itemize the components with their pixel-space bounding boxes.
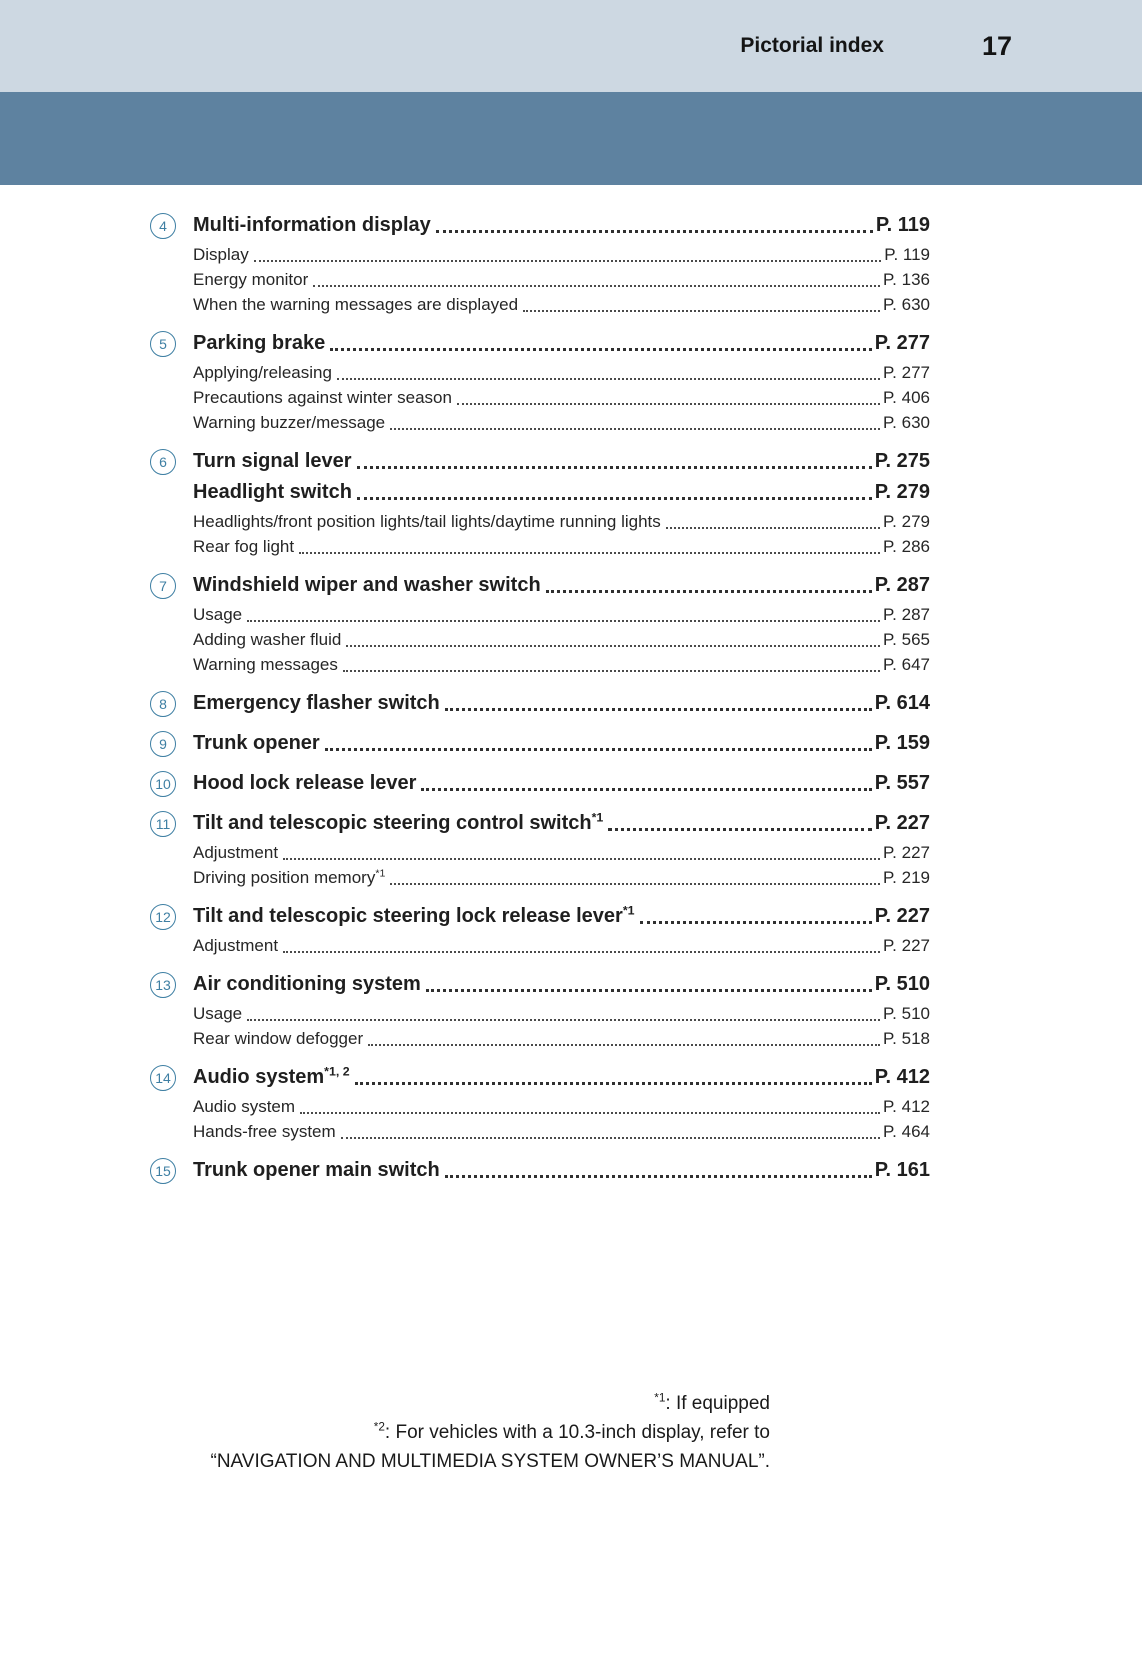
entry-title: Rear fog light <box>193 537 295 556</box>
footnote-marker: *2 <box>373 1420 385 1434</box>
entry-title: Headlights/front position lights/tail lights/daytime running lights <box>193 512 661 531</box>
toc-main-row <box>155 1156 930 1184</box>
footnote-line: “NAVIGATION AND MULTIMEDIA SYSTEM OWNER’S MANUAL”. <box>210 1451 770 1472</box>
toc-item <box>159 571 930 677</box>
header-page-number: 17 <box>981 30 1012 61</box>
dot-leader <box>337 378 880 380</box>
toc-main-row <box>159 447 930 475</box>
entry-title: Warning buzzer/message <box>193 413 386 432</box>
page-ref: P. 518 <box>883 1029 930 1048</box>
entry-title: Parking brake <box>193 332 326 354</box>
footnote-marker: *1 <box>622 903 635 918</box>
page-ref: P. 647 <box>883 655 930 674</box>
entry-title: Adjustment <box>193 936 279 955</box>
page-ref: P. 277 <box>883 363 930 382</box>
entry-title: Emergency flasher switch <box>193 692 440 714</box>
entry-title: Display <box>193 245 249 264</box>
toc-main-row <box>159 571 930 599</box>
toc-sub-row <box>193 534 930 559</box>
toc-sub-row <box>193 865 930 890</box>
dot-leader <box>421 788 871 791</box>
item-number-badge: 8 <box>150 691 176 717</box>
entry-title: Hands-free system <box>193 1122 336 1141</box>
page-ref: P. 287 <box>883 605 930 624</box>
toc-sub-row <box>193 242 930 267</box>
toc-sub-row <box>193 385 930 410</box>
dot-leader <box>300 1112 880 1114</box>
item-number-badge: 5 <box>150 331 176 357</box>
toc-item <box>159 689 930 717</box>
entry-title: Usage <box>193 605 243 624</box>
page-ref: P. 286 <box>883 537 930 556</box>
page-ref: P. 287 <box>874 574 930 596</box>
entry-title: Multi-information display <box>193 214 431 236</box>
toc-item <box>155 970 930 1051</box>
page-ref: P. 279 <box>883 512 930 531</box>
toc-sub-row <box>193 602 930 627</box>
toc-sub-row <box>193 1094 930 1119</box>
toc-main-row <box>155 970 930 998</box>
toc-sub-row <box>193 933 930 958</box>
toc-sub-row <box>193 652 930 677</box>
entry-title: Applying/releasing <box>193 363 332 382</box>
dot-leader <box>546 590 872 593</box>
toc-item <box>159 729 930 757</box>
page-ref: P. 159 <box>874 732 930 754</box>
dot-leader <box>608 828 871 831</box>
toc-item <box>155 769 930 797</box>
dot-leader <box>436 230 873 233</box>
page-ref: P. 412 <box>883 1097 930 1116</box>
page-ref: P. 557 <box>874 772 930 794</box>
page-ref: P. 275 <box>874 450 930 472</box>
page-ref: P. 161 <box>874 1159 930 1181</box>
entry-title: Energy monitor <box>193 270 309 289</box>
entry-title: Audio system <box>193 1097 296 1116</box>
entry-title: Precautions against winter season <box>193 388 452 407</box>
page-ref: P. 510 <box>883 1004 930 1023</box>
entry-title: Audio system$^{*1, 2}$ <box>193 1064 350 1088</box>
toc-item <box>159 329 930 435</box>
dot-leader <box>346 645 880 647</box>
toc-sub-row <box>193 1026 930 1051</box>
dot-leader <box>640 921 872 924</box>
entry-title: Turn signal lever <box>193 450 352 472</box>
dot-leader <box>343 670 880 672</box>
dot-leader <box>426 989 872 992</box>
page-ref: P. 227 <box>874 812 930 834</box>
dot-leader <box>355 1082 872 1085</box>
page-ref: P. 227 <box>883 843 930 862</box>
toc-item <box>159 447 930 559</box>
entry-title: Trunk opener <box>193 732 320 754</box>
footnote-marker: *1, 2 <box>324 1064 350 1079</box>
entry-title: Adjustment <box>193 843 279 862</box>
toc-item <box>159 211 930 317</box>
page-ref: P. 614 <box>874 692 930 714</box>
dot-leader <box>357 466 872 469</box>
toc-content <box>0 185 1142 1476</box>
item-number-badge: 14 <box>150 1065 176 1091</box>
toc-sub-row <box>193 509 930 534</box>
toc-sub-row <box>193 627 930 652</box>
toc-list <box>155 211 930 1184</box>
dot-leader <box>523 310 880 312</box>
dot-leader <box>445 708 872 711</box>
dot-leader <box>341 1137 880 1139</box>
dot-leader <box>368 1044 880 1046</box>
dot-leader <box>283 858 880 860</box>
item-number-badge: 12 <box>150 904 176 930</box>
toc-sub-row <box>193 292 930 317</box>
toc-item <box>155 809 930 890</box>
item-number-badge: 10 <box>150 771 176 797</box>
entry-title: Adding washer fluid <box>193 630 342 649</box>
entry-title: Tilt and telescopic steering control switch$^{*1}$ <box>193 810 604 834</box>
footnote-marker: *1 <box>591 810 604 825</box>
dot-leader <box>247 620 880 622</box>
header-section-title: Pictorial index <box>740 34 884 57</box>
page-ref: P. 277 <box>874 332 930 354</box>
footnote-line: $^{*1}$: If equipped <box>654 1391 770 1414</box>
entry-title: Air conditioning system <box>193 973 421 995</box>
page-ref: P. 406 <box>883 388 930 407</box>
page-ref: P. 565 <box>883 630 930 649</box>
item-number-badge: 7 <box>150 573 176 599</box>
item-number-badge: 9 <box>150 731 176 757</box>
page-ref: P. 630 <box>883 295 930 314</box>
page-ref: P. 510 <box>874 973 930 995</box>
toc-item <box>155 902 930 958</box>
toc-sub-row <box>193 360 930 385</box>
page-ref: P. 136 <box>883 270 930 289</box>
toc-main-row <box>155 1063 930 1091</box>
page-ref: P. 119 <box>884 245 930 264</box>
toc-sub-row <box>193 840 930 865</box>
toc-sub-row <box>193 267 930 292</box>
toc-item <box>155 1063 930 1144</box>
item-number-badge: 6 <box>150 449 176 475</box>
page-header <box>0 0 1142 92</box>
toc-main-row <box>155 809 930 837</box>
toc-main-row <box>159 689 930 717</box>
entry-title: Warning messages <box>193 655 338 674</box>
entry-title: Driving position memory$^{*1}$ <box>193 867 386 887</box>
page-ref: P. 227 <box>874 905 930 927</box>
dot-leader <box>247 1019 880 1021</box>
entry-title: Windshield wiper and washer switch <box>193 574 541 596</box>
page-ref: P. 227 <box>883 936 930 955</box>
entry-title: When the warning messages are displayed <box>193 295 519 314</box>
dot-leader <box>313 285 880 287</box>
item-number-badge: 11 <box>150 811 176 837</box>
entry-title: Trunk opener main switch <box>193 1159 440 1181</box>
dot-leader <box>445 1175 872 1178</box>
dot-leader <box>254 260 882 262</box>
dot-leader <box>325 748 872 751</box>
toc-sub-row <box>193 1001 930 1026</box>
dot-leader <box>390 428 880 430</box>
dot-leader <box>457 403 880 405</box>
page-ref: P. 219 <box>883 868 930 887</box>
footnote-marker: *1 <box>654 1391 666 1405</box>
toc-item <box>155 1156 930 1184</box>
entry-title: Rear window defogger <box>193 1029 364 1048</box>
dot-leader <box>299 552 880 554</box>
toc-main-row <box>159 329 930 357</box>
page-ref: P. 630 <box>883 413 930 432</box>
toc-main-row <box>155 902 930 930</box>
decorative-band <box>0 92 1142 185</box>
dot-leader <box>357 497 872 500</box>
item-number-badge: 15 <box>150 1158 176 1184</box>
toc-main-row <box>159 729 930 757</box>
footnotes-block <box>193 1389 930 1476</box>
toc-sub-row <box>193 1119 930 1144</box>
toc-sub-row <box>193 410 930 435</box>
toc-main-row <box>193 478 930 506</box>
dot-leader <box>390 883 880 885</box>
entry-title: Tilt and telescopic steering lock release lever$^{*1}$ <box>193 903 635 927</box>
page-ref: P. 279 <box>874 481 930 503</box>
toc-main-row <box>159 211 930 239</box>
item-number-badge: 4 <box>150 213 176 239</box>
entry-title: Hood lock release lever <box>193 772 417 794</box>
footnote-line: $^{*2}$: For vehicles with a 10.3-inch display, refer to <box>373 1420 770 1443</box>
page-ref: P. 119 <box>875 214 930 236</box>
dot-leader <box>283 951 880 953</box>
entry-title: Headlight switch <box>193 481 352 503</box>
page-ref: P. 412 <box>874 1066 930 1088</box>
entry-title: Usage <box>193 1004 243 1023</box>
toc-main-row <box>155 769 930 797</box>
footnote-marker: *1 <box>375 867 386 880</box>
page-ref: P. 464 <box>883 1122 930 1141</box>
item-number-badge: 13 <box>150 972 176 998</box>
dot-leader <box>666 527 880 529</box>
dot-leader <box>330 348 871 351</box>
